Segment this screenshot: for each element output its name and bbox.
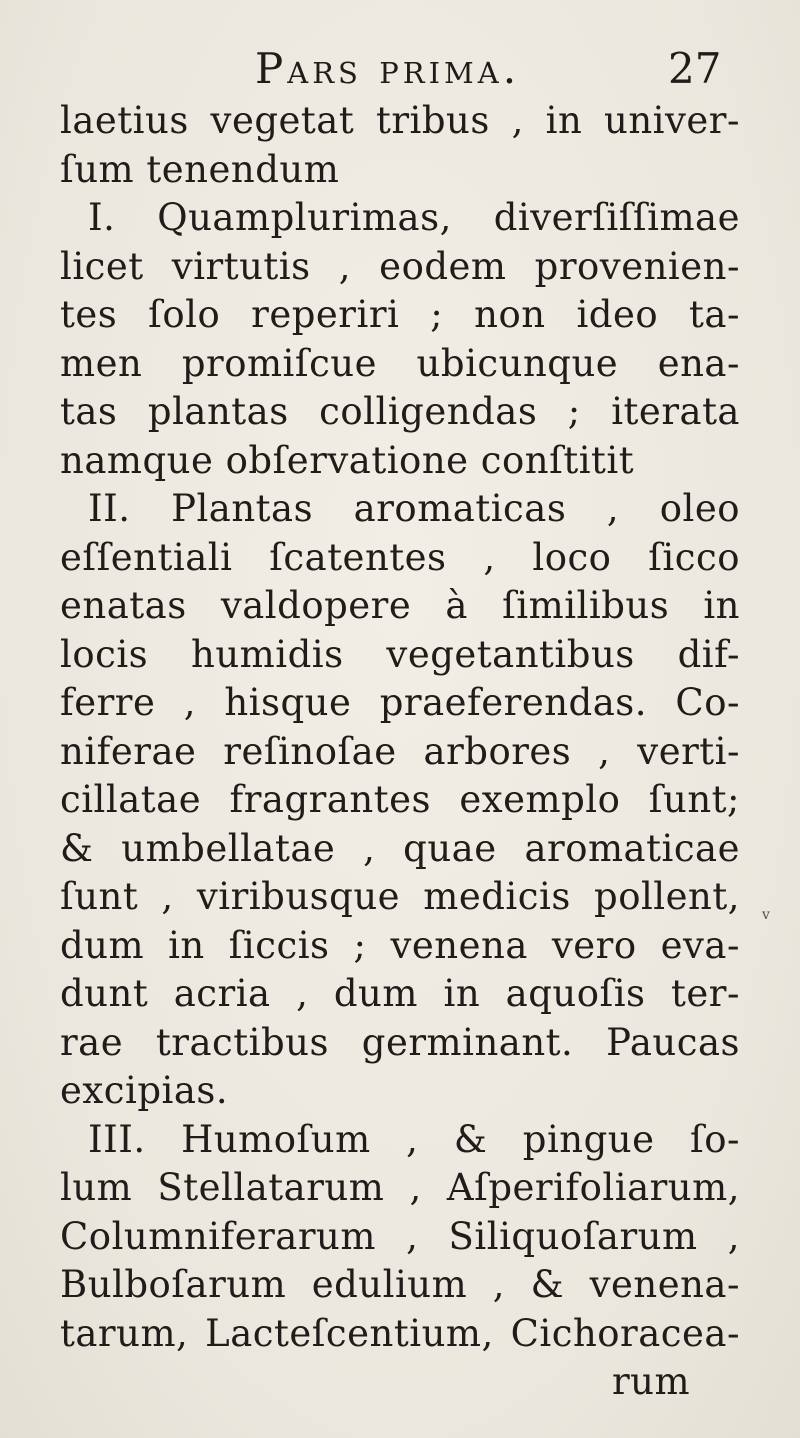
text-line: rae tractibus germinant. Paucas [60, 1020, 740, 1064]
text-line: III. Humoſum , & pingue ſo- [88, 1117, 740, 1161]
text-line: tes ſolo reperiri ; non ideo ta- [60, 293, 740, 336]
text-line: eſſentiali ſcatentes , loco ſicco [60, 535, 740, 579]
text-line: II. Plantas aromaticas , oleo [88, 487, 740, 530]
text-line: tarum, Lacteſcentium, Cichoracea- [60, 1311, 740, 1355]
text-line: Columniferarum , Siliquoſarum , [60, 1214, 740, 1258]
text-line: I. Quamplurimas, diverſiſſimae [88, 196, 740, 239]
text-line: Bulboſarum edulium , & venena- [60, 1263, 740, 1306]
text-line: tas plantas colligendas ; iterata [60, 390, 740, 433]
text-line: niferae reſinoſae arbores , verti- [60, 729, 740, 773]
text-line: enatas valdopere à ſimilibus in [60, 584, 740, 627]
text-line: excipias. [60, 1069, 229, 1112]
catchword: rum [612, 1360, 691, 1403]
running-head-title: Pars prima. [255, 44, 521, 93]
text-line: dum in ſiccis ; venena vero eva- [60, 923, 740, 967]
text-line: licet virtutis , eodem provenien- [60, 244, 740, 288]
text-line: dunt acria , dum in aquoſis ter- [60, 972, 740, 1015]
text-line: ferre , hisque praeferendas. Co- [60, 681, 740, 724]
text-line: ſum tenendum [60, 147, 340, 191]
text-line: ſunt , viribusque medicis pollent, [60, 875, 740, 918]
running-head [0, 34, 800, 94]
text-line: laetius vegetat tribus , in univer- [60, 99, 740, 142]
text-line: men promiſcue ubicunque ena- [60, 341, 740, 385]
page-number: 27 [668, 44, 722, 93]
text-line: lum Stellatarum , Aſperifoliarum, [60, 1166, 740, 1209]
text-line: cillatae fragrantes exemplo ſunt; [60, 778, 740, 821]
margin-mark: v [762, 907, 770, 923]
body-text [60, 97, 740, 1407]
text-line: namque obſervatione conſtitit [60, 438, 635, 482]
text-line: & umbellatae , quae aromaticae [60, 826, 740, 870]
text-line: locis humidis vegetantibus dif- [60, 632, 740, 676]
